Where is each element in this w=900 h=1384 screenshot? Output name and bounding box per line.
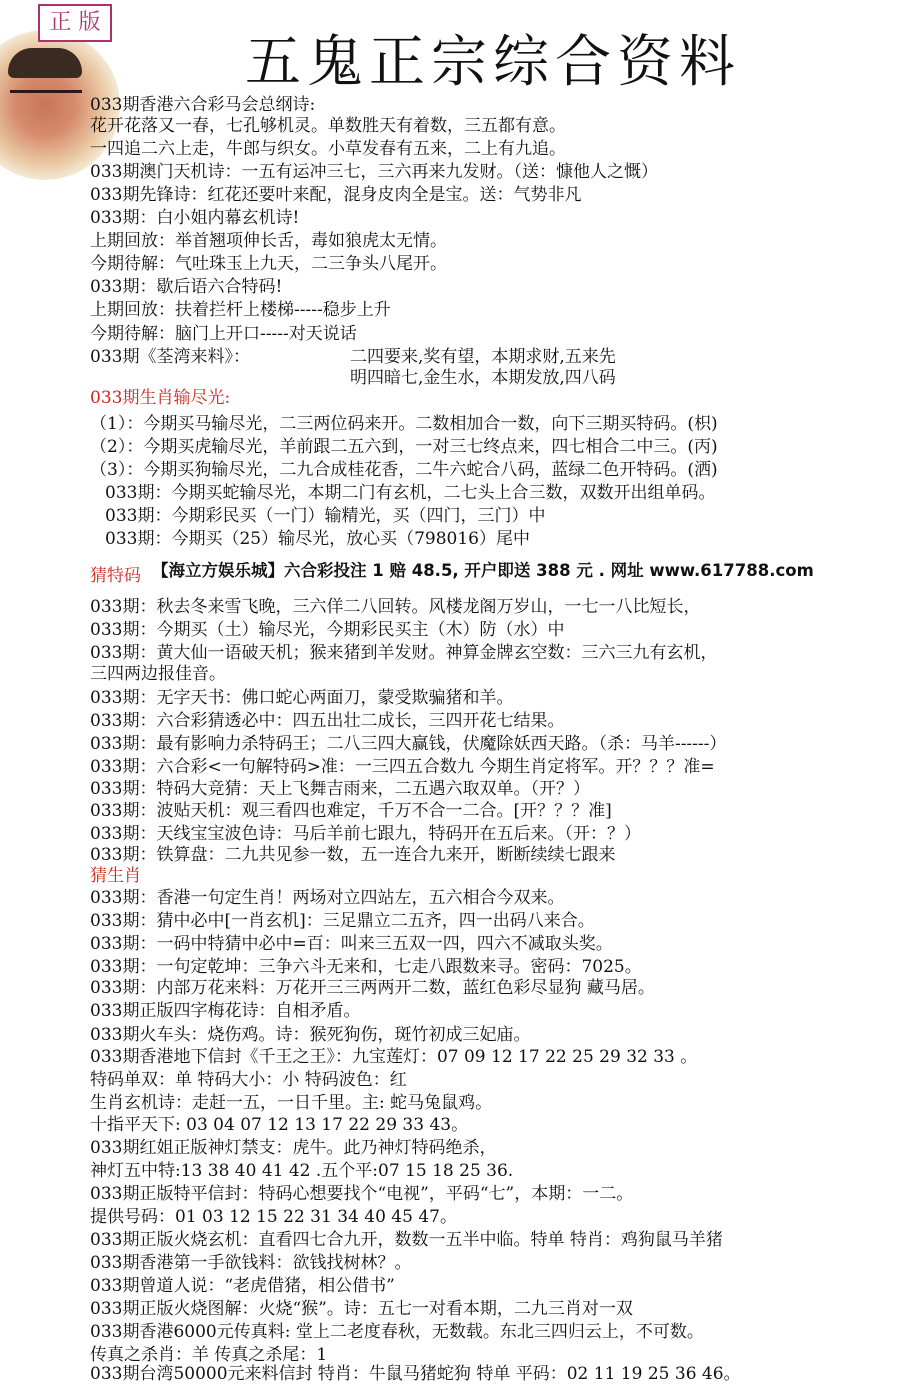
portrait-hair xyxy=(8,48,82,78)
section-heading: 猜生肖 xyxy=(90,866,141,886)
text-line: （3）：今期买狗输尽光，二九合成桂花香，二牛六蛇合八码，蓝绿二色开特码。(洒) xyxy=(90,460,718,480)
text-line: 033期：歇后语六合特码! xyxy=(90,277,283,297)
text-line: 今期待解：脑门上开口-----对天说话 xyxy=(90,324,357,344)
text-line: 033期香港第一手欲钱料：欲钱找树林？。 xyxy=(90,1253,412,1273)
text-line: 明四暗七,金生水，本期发放,四八码 xyxy=(350,368,616,388)
text-line: 特码单双：单 特码大小：小 特码波色：红 xyxy=(90,1070,407,1090)
text-line: 花开花落又一春，七孔够机灵。单数胜天有着数，三五都有意。 xyxy=(90,116,566,136)
authentic-badge: 正 版 xyxy=(38,4,112,42)
text-line: 033期：猜中必中[一肖玄机]：三足鼎立二五齐，四一出码八来合。 xyxy=(90,911,595,931)
text-line: 033期正版四字梅花诗：自相矛盾。 xyxy=(90,1001,361,1021)
section-heading: 猜特码 xyxy=(90,566,141,586)
text-line: 033期正版特平信封：特码心想要找个“电视”，平码“七”，本期：一二。 xyxy=(90,1184,634,1204)
text-line: （1）：今期买马输尽光，二三两位码来开。二数相加合一数，向下三期买特码。(枳) xyxy=(90,414,718,434)
text-line: 033期：香港一句定生肖！两场对立四站左，五六相合今双来。 xyxy=(90,888,565,908)
text-line: 033期澳门天机诗：一五有运冲三七，三六再来九发财。（送：慷他人之慨） xyxy=(90,162,658,182)
text-line: 033期：最有影响力杀特码王；二八三四大赢钱，伏魔除妖西天路。（杀：马羊------） xyxy=(90,734,727,754)
text-line: 033期：六合彩<一句解特码>准：一三四五合数九 今期生肖定将军。开？？？准= xyxy=(90,757,715,777)
text-line: 033期：秋去冬来雪飞晚，三六佯二八回转。风楼龙阁万岁山，一七一八比短长， xyxy=(90,597,701,617)
text-line: 033期香港六合彩马会总纲诗: xyxy=(90,95,316,115)
text-line: 033期火车头：烧伤鸡。诗：猴死狗伤，斑竹初成三妃庙。 xyxy=(90,1025,531,1045)
text-line: 033期正版火烧图解：火烧“猴”。诗：五七一对看本期，二九三肖对一双 xyxy=(90,1299,633,1319)
text-line: 033期：今期彩民买（一门）输精光，买（四门，三门）中 xyxy=(105,506,546,526)
text-line: 033期台湾50000元来料信封 特肖：牛鼠马猪蛇狗 特单 平码：02 11 19 25 36 46。 xyxy=(90,1364,741,1384)
text-line: 033期香港6000元传真料: 堂上二老度春秋，无数载。东北三四归云上，不可数。 xyxy=(90,1322,704,1342)
text-line: 033期：铁算盘：二九共见参一数，五一连合九来开，断断续续七跟来 xyxy=(90,845,616,865)
text-line: 033期：内部万花来料：万花开三三两两开二数，蓝红色彩尽显狗 藏马居。 xyxy=(90,978,655,998)
text-line: 033期红姐正版神灯禁支：虎牛。此乃神灯特码绝杀， xyxy=(90,1138,497,1158)
text-line: 今期待解：气吐珠玉上九天，二三争头八尾开。 xyxy=(90,254,447,274)
text-line: （2）：今期买虎输尽光，羊前跟二五六到，一对三七终点来，四七相合二中三。(丙) xyxy=(90,437,718,457)
text-line: 033期正版火烧玄机：直看四七合九开，数数一五半中临。特单 特肖：鸡狗鼠马羊猪 xyxy=(90,1230,723,1250)
text-line: 033期：白小姐内幕玄机诗! xyxy=(90,208,300,228)
text-line: 033期：今期买（土）输尽光，今期彩民买主（木）防（水）中 xyxy=(90,620,565,640)
text-line: 033期：黄大仙一语破天机；猴来猪到羊发财。神算金牌玄空数：三六三九有玄机， xyxy=(90,643,718,663)
text-line: 033期：一句定乾坤：三争六斗无来和，七走八跟数来寻。密码：7025。 xyxy=(90,957,642,977)
section-heading: 033期生肖输尽光: xyxy=(90,388,231,408)
text-line: 033期曾道人说：“老虎借猪，相公借书” xyxy=(90,1276,395,1296)
text-line: 033期：特码大竞猜：天上飞舞吉雨来，二五遇六取双单。（开？） xyxy=(90,779,590,799)
text-line: 传真之杀肖：羊 传真之杀尾：1 xyxy=(90,1345,328,1365)
text-line: 二四要来,奖有望，本期求财,五来先 xyxy=(350,347,616,367)
text-line: 033期：无字天书：佛口蛇心两面刀，蒙受欺骗猪和羊。 xyxy=(90,688,514,708)
text-line: 一四追二六上走，牛郎与织女。小草发春有五来，二上有九追。 xyxy=(90,139,566,159)
text-line: 三四两边报佳音。 xyxy=(90,664,226,684)
text-line: 033期《荃湾来料》： xyxy=(90,347,250,367)
text-line: 033期：天线宝宝波色诗：马后羊前七跟九，特码开在五后来。（开：？） xyxy=(90,824,641,844)
text-line: 神灯五中特:13 38 40 41 42 .五个平:07 15 18 25 36. xyxy=(90,1161,514,1181)
text-line: 十指平天下: 03 04 07 12 13 17 22 29 33 43。 xyxy=(90,1115,469,1135)
text-line: 上期回放：举首翘项伸长舌，毒如狼虎太无情。 xyxy=(90,231,447,251)
promo-banner: 【海立方娱乐城】六合彩投注 1 赔 48.5, 开户即送 388 元 . 网址 www.617788.com xyxy=(152,561,814,580)
text-line: 033期：波贴天机：观三看四也难定，千万不合一二合。[开？？？准] xyxy=(90,801,612,821)
text-line: 033期：六合彩猜透必中：四五出壮二成长，三四开花七结果。 xyxy=(90,711,565,731)
text-line: 033期香港地下信封《千王之王》：九宝莲灯：07 09 12 17 22 25 29 32 33 。 xyxy=(90,1047,698,1067)
text-line: 033期先锋诗：红花还要叶来配，混身皮肉全是宝。送：气势非凡 xyxy=(90,185,582,205)
text-line: 033期：一码中特猜中必中=百：叫来三五双一四，四六不减取头奖。 xyxy=(90,934,613,954)
portrait-glasses xyxy=(10,90,82,103)
text-line: 上期回放：扶着拦杆上楼梯-----稳步上升 xyxy=(90,300,391,320)
page-title: 五鬼正宗综合资料 xyxy=(245,30,741,95)
text-line: 提供号码：01 03 12 15 22 31 34 40 45 47。 xyxy=(90,1207,457,1227)
text-line: 生肖玄机诗：走赶一五，一日千里。主: 蛇马兔鼠鸡。 xyxy=(90,1093,493,1113)
text-line: 033期：今期买蛇输尽光，本期二门有玄机，二七头上合三数，双数开出组单码。 xyxy=(105,483,716,503)
text-line: 033期：今期买（25）输尽光，放心买（798016）尾中 xyxy=(105,529,530,549)
